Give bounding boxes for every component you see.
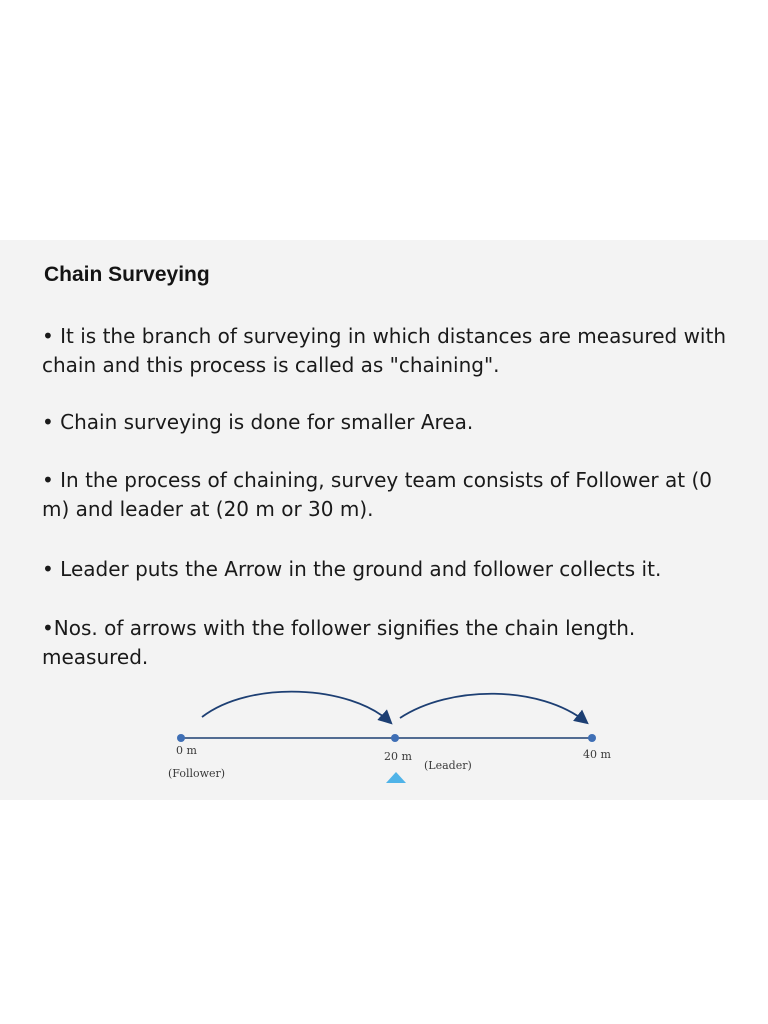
bullet-definition: • It is the branch of surveying in which distances are measured with chain and this process is called as "chaining". xyxy=(42,324,727,377)
point-20m xyxy=(391,734,399,742)
arc-arrow-1 xyxy=(202,692,390,722)
arc-arrow-2 xyxy=(400,694,586,722)
bullet-area: • Chain surveying is done for smaller Area. xyxy=(42,410,474,434)
slide-title: Chain Surveying xyxy=(44,263,210,286)
bullet-chain-length: •Nos. of arrows with the follower signifies the chain length. measured. xyxy=(42,616,636,669)
point-0m xyxy=(177,734,185,742)
label-40m: 40 m xyxy=(583,748,611,761)
point-40m xyxy=(588,734,596,742)
leader-marker-triangle xyxy=(386,772,406,783)
label-follower: (Follower) xyxy=(168,767,226,780)
label-leader: (Leader) xyxy=(424,759,472,772)
chaining-diagram xyxy=(0,680,768,800)
bullet-team: • In the process of chaining, survey team consists of Follower at (0 m) and leader at (20 m or 30 m). xyxy=(42,468,712,521)
label-20m: 20 m xyxy=(384,750,412,763)
bullet-arrow: • Leader puts the Arrow in the ground and follower collects it. xyxy=(42,557,662,581)
label-0m: 0 m xyxy=(176,744,197,757)
